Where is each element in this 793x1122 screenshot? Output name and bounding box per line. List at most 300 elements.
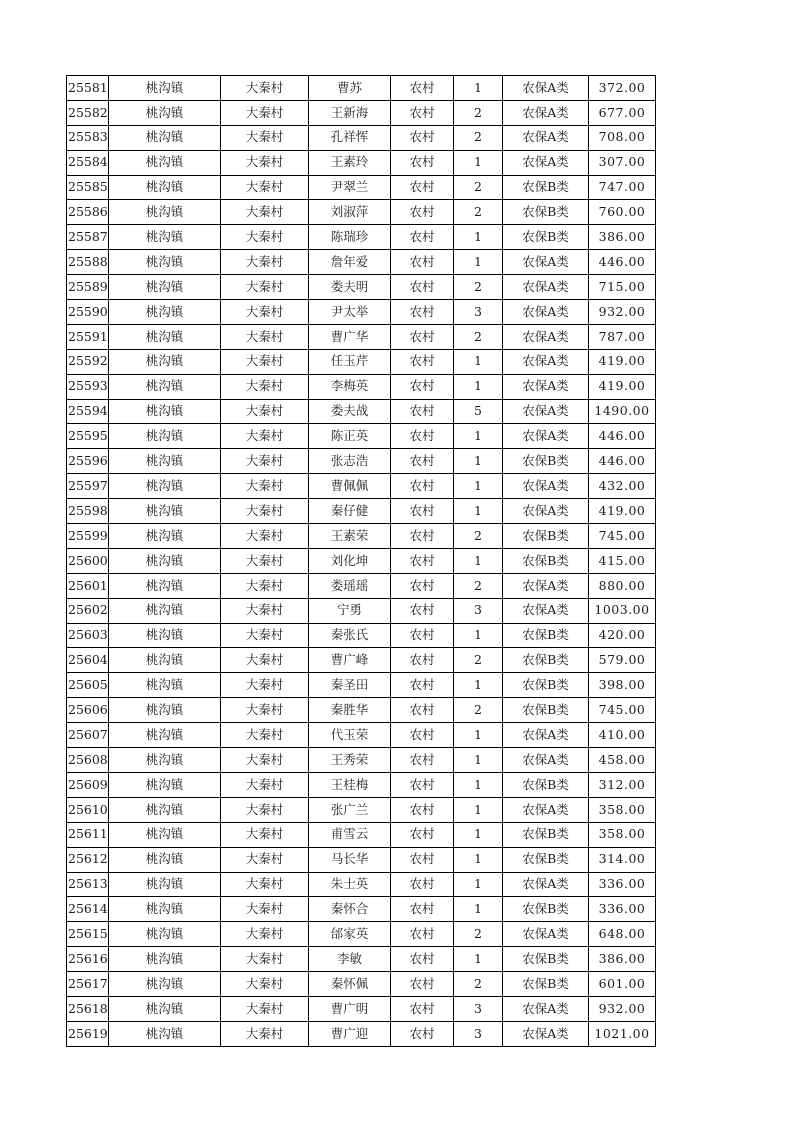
serial-number-cell: 25593 <box>67 374 109 399</box>
person-count-cell: 5 <box>454 399 503 424</box>
insurance-type-cell: 农保A类 <box>503 324 589 349</box>
insurance-type-cell: 农保A类 <box>503 125 589 150</box>
person-count-cell: 1 <box>454 822 503 847</box>
person-count-cell: 2 <box>454 698 503 723</box>
person-name-cell: 曹佩佩 <box>309 474 391 499</box>
serial-number-cell: 25601 <box>67 573 109 598</box>
village-cell: 大秦村 <box>221 548 309 573</box>
table-row <box>67 449 656 474</box>
person-name-cell: 张志浩 <box>309 449 391 474</box>
village-cell: 大秦村 <box>221 300 309 325</box>
village-cell: 大秦村 <box>221 922 309 947</box>
person-count-cell: 2 <box>454 125 503 150</box>
village-cell: 大秦村 <box>221 772 309 797</box>
village-cell: 大秦村 <box>221 748 309 773</box>
town-cell: 桃沟镇 <box>109 300 221 325</box>
insurance-type-cell: 农保A类 <box>503 100 589 125</box>
insurance-type-cell: 农保B类 <box>503 524 589 549</box>
category-cell: 农村 <box>391 524 454 549</box>
insurance-type-cell: 农保A类 <box>503 76 589 101</box>
insurance-type-cell: 农保A类 <box>503 996 589 1021</box>
town-cell: 桃沟镇 <box>109 698 221 723</box>
amount-cell: 880.00 <box>589 573 656 598</box>
category-cell: 农村 <box>391 847 454 872</box>
table-row <box>67 972 656 997</box>
person-count-cell: 1 <box>454 847 503 872</box>
person-count-cell: 1 <box>454 772 503 797</box>
serial-number-cell: 25590 <box>67 300 109 325</box>
table-row <box>67 623 656 648</box>
table-body <box>67 76 656 1047</box>
category-cell: 农村 <box>391 474 454 499</box>
village-cell: 大秦村 <box>221 972 309 997</box>
town-cell: 桃沟镇 <box>109 349 221 374</box>
amount-cell: 312.00 <box>589 772 656 797</box>
amount-cell: 458.00 <box>589 748 656 773</box>
amount-cell: 446.00 <box>589 449 656 474</box>
town-cell: 桃沟镇 <box>109 996 221 1021</box>
town-cell: 桃沟镇 <box>109 598 221 623</box>
category-cell: 农村 <box>391 100 454 125</box>
person-name-cell: 张广兰 <box>309 797 391 822</box>
serial-number-cell: 25613 <box>67 872 109 897</box>
town-cell: 桃沟镇 <box>109 275 221 300</box>
amount-cell: 1003.00 <box>589 598 656 623</box>
person-name-cell: 曹广华 <box>309 324 391 349</box>
serial-number-cell: 25616 <box>67 947 109 972</box>
insurance-type-cell: 农保A类 <box>503 922 589 947</box>
person-count-cell: 2 <box>454 922 503 947</box>
person-name-cell: 娄夫战 <box>309 399 391 424</box>
person-name-cell: 詹年爱 <box>309 250 391 275</box>
town-cell: 桃沟镇 <box>109 748 221 773</box>
insurance-type-cell: 农保A类 <box>503 797 589 822</box>
category-cell: 农村 <box>391 623 454 648</box>
person-count-cell: 1 <box>454 349 503 374</box>
serial-number-cell: 25619 <box>67 1021 109 1046</box>
person-name-cell: 代玉荣 <box>309 723 391 748</box>
table-row <box>67 797 656 822</box>
person-name-cell: 曹广迎 <box>309 1021 391 1046</box>
town-cell: 桃沟镇 <box>109 723 221 748</box>
person-count-cell: 2 <box>454 524 503 549</box>
town-cell: 桃沟镇 <box>109 897 221 922</box>
serial-number-cell: 25604 <box>67 648 109 673</box>
insurance-type-cell: 农保A类 <box>503 250 589 275</box>
table-row <box>67 598 656 623</box>
town-cell: 桃沟镇 <box>109 150 221 175</box>
town-cell: 桃沟镇 <box>109 374 221 399</box>
village-cell: 大秦村 <box>221 374 309 399</box>
village-cell: 大秦村 <box>221 275 309 300</box>
person-count-cell: 1 <box>454 76 503 101</box>
category-cell: 农村 <box>391 200 454 225</box>
amount-cell: 372.00 <box>589 76 656 101</box>
amount-cell: 760.00 <box>589 200 656 225</box>
category-cell: 农村 <box>391 125 454 150</box>
table-row <box>67 499 656 524</box>
person-count-cell: 3 <box>454 996 503 1021</box>
table-row <box>67 996 656 1021</box>
village-cell: 大秦村 <box>221 474 309 499</box>
serial-number-cell: 25607 <box>67 723 109 748</box>
person-count-cell: 3 <box>454 598 503 623</box>
town-cell: 桃沟镇 <box>109 573 221 598</box>
insurance-type-cell: 农保A类 <box>503 424 589 449</box>
insurance-type-cell: 农保A类 <box>503 499 589 524</box>
category-cell: 农村 <box>391 996 454 1021</box>
village-cell: 大秦村 <box>221 872 309 897</box>
village-cell: 大秦村 <box>221 449 309 474</box>
insurance-type-cell: 农保B类 <box>503 847 589 872</box>
person-name-cell: 任玉芹 <box>309 349 391 374</box>
category-cell: 农村 <box>391 1021 454 1046</box>
person-count-cell: 2 <box>454 100 503 125</box>
person-name-cell: 马长华 <box>309 847 391 872</box>
insurance-type-cell: 农保B类 <box>503 947 589 972</box>
person-count-cell: 1 <box>454 474 503 499</box>
town-cell: 桃沟镇 <box>109 175 221 200</box>
serial-number-cell: 25582 <box>67 100 109 125</box>
amount-cell: 432.00 <box>589 474 656 499</box>
serial-number-cell: 25615 <box>67 922 109 947</box>
pension-table <box>66 75 656 1047</box>
village-cell: 大秦村 <box>221 623 309 648</box>
person-name-cell: 甫雪云 <box>309 822 391 847</box>
insurance-type-cell: 农保B类 <box>503 698 589 723</box>
amount-cell: 358.00 <box>589 797 656 822</box>
town-cell: 桃沟镇 <box>109 947 221 972</box>
village-cell: 大秦村 <box>221 897 309 922</box>
table-row <box>67 200 656 225</box>
table-row <box>67 723 656 748</box>
insurance-type-cell: 农保B类 <box>503 772 589 797</box>
insurance-type-cell: 农保B类 <box>503 972 589 997</box>
insurance-type-cell: 农保B类 <box>503 225 589 250</box>
category-cell: 农村 <box>391 822 454 847</box>
category-cell: 农村 <box>391 673 454 698</box>
person-name-cell: 娄夫明 <box>309 275 391 300</box>
village-cell: 大秦村 <box>221 324 309 349</box>
category-cell: 农村 <box>391 748 454 773</box>
village-cell: 大秦村 <box>221 150 309 175</box>
village-cell: 大秦村 <box>221 698 309 723</box>
village-cell: 大秦村 <box>221 76 309 101</box>
person-name-cell: 娄瑶瑶 <box>309 573 391 598</box>
category-cell: 农村 <box>391 947 454 972</box>
person-name-cell: 王素玲 <box>309 150 391 175</box>
insurance-type-cell: 农保A类 <box>503 872 589 897</box>
person-count-cell: 1 <box>454 897 503 922</box>
category-cell: 农村 <box>391 175 454 200</box>
amount-cell: 708.00 <box>589 125 656 150</box>
amount-cell: 677.00 <box>589 100 656 125</box>
table-row <box>67 1021 656 1046</box>
table-row <box>67 399 656 424</box>
category-cell: 农村 <box>391 424 454 449</box>
category-cell: 农村 <box>391 972 454 997</box>
category-cell: 农村 <box>391 797 454 822</box>
serial-number-cell: 25586 <box>67 200 109 225</box>
village-cell: 大秦村 <box>221 250 309 275</box>
town-cell: 桃沟镇 <box>109 324 221 349</box>
person-name-cell: 曹苏 <box>309 76 391 101</box>
person-name-cell: 秦圣田 <box>309 673 391 698</box>
serial-number-cell: 25612 <box>67 847 109 872</box>
serial-number-cell: 25595 <box>67 424 109 449</box>
category-cell: 农村 <box>391 300 454 325</box>
village-cell: 大秦村 <box>221 349 309 374</box>
category-cell: 农村 <box>391 598 454 623</box>
town-cell: 桃沟镇 <box>109 225 221 250</box>
town-cell: 桃沟镇 <box>109 972 221 997</box>
insurance-type-cell: 农保A类 <box>503 150 589 175</box>
village-cell: 大秦村 <box>221 524 309 549</box>
category-cell: 农村 <box>391 76 454 101</box>
serial-number-cell: 25583 <box>67 125 109 150</box>
table-row <box>67 524 656 549</box>
amount-cell: 1490.00 <box>589 399 656 424</box>
person-name-cell: 秦张氏 <box>309 623 391 648</box>
village-cell: 大秦村 <box>221 822 309 847</box>
village-cell: 大秦村 <box>221 648 309 673</box>
serial-number-cell: 25600 <box>67 548 109 573</box>
table-row <box>67 275 656 300</box>
town-cell: 桃沟镇 <box>109 76 221 101</box>
village-cell: 大秦村 <box>221 573 309 598</box>
person-count-cell: 2 <box>454 573 503 598</box>
person-count-cell: 1 <box>454 374 503 399</box>
table-row <box>67 76 656 101</box>
table-row <box>67 748 656 773</box>
table-row <box>67 673 656 698</box>
person-name-cell: 尹翠兰 <box>309 175 391 200</box>
serial-number-cell: 25599 <box>67 524 109 549</box>
category-cell: 农村 <box>391 349 454 374</box>
town-cell: 桃沟镇 <box>109 673 221 698</box>
person-name-cell: 陈瑞珍 <box>309 225 391 250</box>
category-cell: 农村 <box>391 922 454 947</box>
category-cell: 农村 <box>391 225 454 250</box>
town-cell: 桃沟镇 <box>109 623 221 648</box>
table-row <box>67 374 656 399</box>
serial-number-cell: 25581 <box>67 76 109 101</box>
amount-cell: 415.00 <box>589 548 656 573</box>
person-count-cell: 2 <box>454 324 503 349</box>
table-row <box>67 225 656 250</box>
amount-cell: 314.00 <box>589 847 656 872</box>
town-cell: 桃沟镇 <box>109 449 221 474</box>
town-cell: 桃沟镇 <box>109 125 221 150</box>
person-name-cell: 曹广峰 <box>309 648 391 673</box>
village-cell: 大秦村 <box>221 996 309 1021</box>
town-cell: 桃沟镇 <box>109 1021 221 1046</box>
town-cell: 桃沟镇 <box>109 648 221 673</box>
town-cell: 桃沟镇 <box>109 548 221 573</box>
insurance-type-cell: 农保B类 <box>503 200 589 225</box>
amount-cell: 932.00 <box>589 300 656 325</box>
table-row <box>67 100 656 125</box>
serial-number-cell: 25605 <box>67 673 109 698</box>
serial-number-cell: 25594 <box>67 399 109 424</box>
person-count-cell: 1 <box>454 499 503 524</box>
table-row <box>67 474 656 499</box>
town-cell: 桃沟镇 <box>109 250 221 275</box>
category-cell: 农村 <box>391 449 454 474</box>
amount-cell: 410.00 <box>589 723 656 748</box>
table-row <box>67 698 656 723</box>
category-cell: 农村 <box>391 150 454 175</box>
serial-number-cell: 25614 <box>67 897 109 922</box>
insurance-type-cell: 农保B类 <box>503 897 589 922</box>
person-name-cell: 秦胜华 <box>309 698 391 723</box>
table-row <box>67 324 656 349</box>
category-cell: 农村 <box>391 324 454 349</box>
village-cell: 大秦村 <box>221 100 309 125</box>
person-count-cell: 1 <box>454 250 503 275</box>
town-cell: 桃沟镇 <box>109 499 221 524</box>
amount-cell: 419.00 <box>589 499 656 524</box>
amount-cell: 420.00 <box>589 623 656 648</box>
person-count-cell: 1 <box>454 424 503 449</box>
village-cell: 大秦村 <box>221 797 309 822</box>
serial-number-cell: 25591 <box>67 324 109 349</box>
serial-number-cell: 25592 <box>67 349 109 374</box>
serial-number-cell: 25585 <box>67 175 109 200</box>
person-name-cell: 王新海 <box>309 100 391 125</box>
insurance-type-cell: 农保B类 <box>503 623 589 648</box>
person-count-cell: 2 <box>454 200 503 225</box>
table-row <box>67 872 656 897</box>
table-row <box>67 175 656 200</box>
category-cell: 农村 <box>391 698 454 723</box>
town-cell: 桃沟镇 <box>109 772 221 797</box>
village-cell: 大秦村 <box>221 175 309 200</box>
village-cell: 大秦村 <box>221 1021 309 1046</box>
town-cell: 桃沟镇 <box>109 399 221 424</box>
category-cell: 农村 <box>391 648 454 673</box>
person-count-cell: 1 <box>454 548 503 573</box>
table-row <box>67 349 656 374</box>
person-name-cell: 李敏 <box>309 947 391 972</box>
table-row <box>67 847 656 872</box>
village-cell: 大秦村 <box>221 125 309 150</box>
village-cell: 大秦村 <box>221 399 309 424</box>
table-row <box>67 573 656 598</box>
category-cell: 农村 <box>391 872 454 897</box>
insurance-type-cell: 农保A类 <box>503 573 589 598</box>
person-count-cell: 2 <box>454 175 503 200</box>
person-name-cell: 秦怀合 <box>309 897 391 922</box>
amount-cell: 386.00 <box>589 947 656 972</box>
town-cell: 桃沟镇 <box>109 524 221 549</box>
person-count-cell: 1 <box>454 623 503 648</box>
person-name-cell: 秦仔健 <box>309 499 391 524</box>
table-row <box>67 822 656 847</box>
table-row <box>67 772 656 797</box>
category-cell: 农村 <box>391 250 454 275</box>
amount-cell: 446.00 <box>589 250 656 275</box>
insurance-type-cell: 农保B类 <box>503 449 589 474</box>
category-cell: 农村 <box>391 399 454 424</box>
person-name-cell: 邰家英 <box>309 922 391 947</box>
table-row <box>67 150 656 175</box>
person-count-cell: 1 <box>454 723 503 748</box>
person-name-cell: 陈正英 <box>309 424 391 449</box>
village-cell: 大秦村 <box>221 673 309 698</box>
insurance-type-cell: 农保B类 <box>503 673 589 698</box>
person-name-cell: 秦怀佩 <box>309 972 391 997</box>
town-cell: 桃沟镇 <box>109 872 221 897</box>
serial-number-cell: 25611 <box>67 822 109 847</box>
person-count-cell: 3 <box>454 1021 503 1046</box>
town-cell: 桃沟镇 <box>109 424 221 449</box>
amount-cell: 787.00 <box>589 324 656 349</box>
person-name-cell: 王素荣 <box>309 524 391 549</box>
amount-cell: 648.00 <box>589 922 656 947</box>
serial-number-cell: 25598 <box>67 499 109 524</box>
village-cell: 大秦村 <box>221 200 309 225</box>
category-cell: 农村 <box>391 548 454 573</box>
table-row <box>67 922 656 947</box>
insurance-type-cell: 农保A类 <box>503 275 589 300</box>
serial-number-cell: 25589 <box>67 275 109 300</box>
person-name-cell: 王桂梅 <box>309 772 391 797</box>
insurance-type-cell: 农保A类 <box>503 399 589 424</box>
category-cell: 农村 <box>391 772 454 797</box>
person-name-cell: 王秀荣 <box>309 748 391 773</box>
person-name-cell: 刘淑萍 <box>309 200 391 225</box>
person-name-cell: 曹广明 <box>309 996 391 1021</box>
village-cell: 大秦村 <box>221 723 309 748</box>
insurance-type-cell: 农保A类 <box>503 598 589 623</box>
amount-cell: 336.00 <box>589 872 656 897</box>
category-cell: 农村 <box>391 573 454 598</box>
table-row <box>67 897 656 922</box>
category-cell: 农村 <box>391 897 454 922</box>
amount-cell: 446.00 <box>589 424 656 449</box>
town-cell: 桃沟镇 <box>109 922 221 947</box>
category-cell: 农村 <box>391 275 454 300</box>
serial-number-cell: 25609 <box>67 772 109 797</box>
town-cell: 桃沟镇 <box>109 822 221 847</box>
serial-number-cell: 25584 <box>67 150 109 175</box>
table-row <box>67 648 656 673</box>
village-cell: 大秦村 <box>221 847 309 872</box>
town-cell: 桃沟镇 <box>109 200 221 225</box>
person-name-cell: 李梅英 <box>309 374 391 399</box>
person-name-cell: 尹太举 <box>309 300 391 325</box>
person-count-cell: 1 <box>454 673 503 698</box>
person-count-cell: 3 <box>454 300 503 325</box>
person-count-cell: 1 <box>454 872 503 897</box>
amount-cell: 419.00 <box>589 374 656 399</box>
town-cell: 桃沟镇 <box>109 847 221 872</box>
category-cell: 农村 <box>391 499 454 524</box>
serial-number-cell: 25596 <box>67 449 109 474</box>
village-cell: 大秦村 <box>221 947 309 972</box>
table-row <box>67 424 656 449</box>
person-count-cell: 2 <box>454 275 503 300</box>
insurance-type-cell: 农保A类 <box>503 748 589 773</box>
serial-number-cell: 25602 <box>67 598 109 623</box>
person-name-cell: 刘化坤 <box>309 548 391 573</box>
person-name-cell: 宁勇 <box>309 598 391 623</box>
person-count-cell: 2 <box>454 972 503 997</box>
category-cell: 农村 <box>391 723 454 748</box>
amount-cell: 336.00 <box>589 897 656 922</box>
person-count-cell: 1 <box>454 947 503 972</box>
